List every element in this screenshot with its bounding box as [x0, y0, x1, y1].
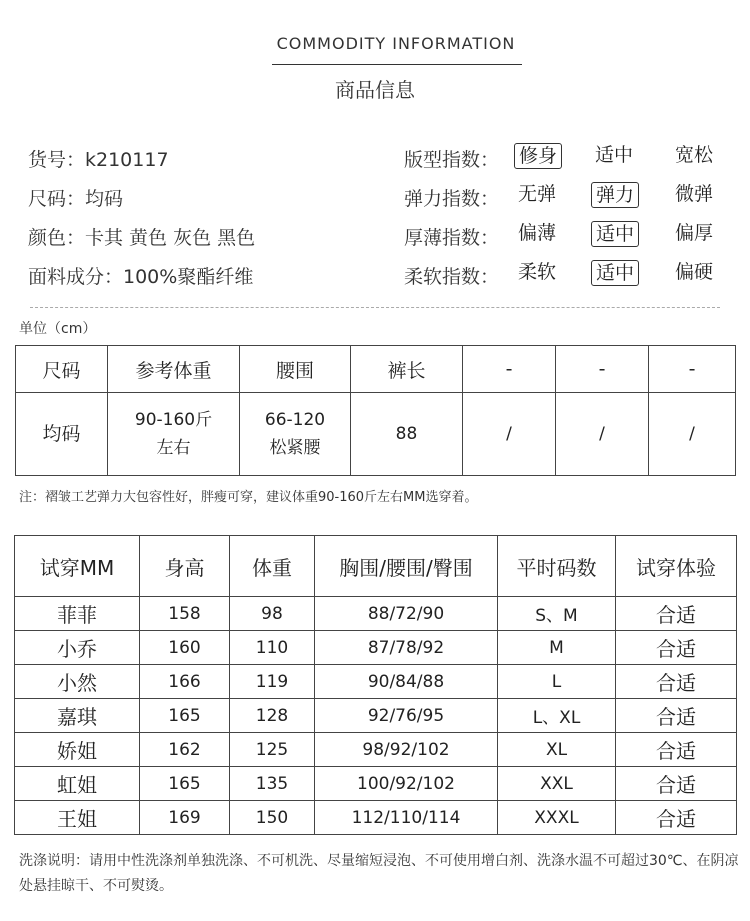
size-cell: 90-160斤 左右	[108, 393, 240, 476]
size-cell: /	[649, 393, 736, 476]
index-option-selected: 适中	[591, 260, 639, 286]
tryon-cell: 166	[140, 665, 230, 699]
tryon-header-cell: 身高	[140, 536, 230, 597]
tryon-header-cell: 试穿MM	[15, 536, 140, 597]
tryon-cell: 98	[230, 597, 315, 631]
index-option: 偏薄	[518, 222, 557, 244]
index-label: 版型指数：	[404, 149, 500, 171]
tryon-cell: 165	[140, 699, 230, 733]
size-cell: 均码	[16, 393, 108, 476]
tryon-cell: 合适	[616, 597, 737, 631]
section-divider	[30, 307, 720, 308]
tryon-cell: S、M	[498, 597, 616, 631]
unit-label: 单位（cm）	[19, 321, 97, 337]
tryon-cell: 100/92/102	[315, 767, 498, 801]
index-option: 偏厚	[675, 222, 714, 244]
tryon-cell: 112/110/114	[315, 801, 498, 835]
tryon-cell: 合适	[616, 733, 737, 767]
tryon-cell: 119	[230, 665, 315, 699]
tryon-cell: 王姐	[15, 801, 140, 835]
tryon-cell: 小乔	[15, 631, 140, 665]
tryon-cell: 110	[230, 631, 315, 665]
tryon-header-cell: 平时码数	[498, 536, 616, 597]
tryon-cell: 160	[140, 631, 230, 665]
tryon-cell: 90/84/88	[315, 665, 498, 699]
tryon-row	[15, 597, 737, 631]
tryon-header-row	[15, 536, 737, 597]
size-info: 尺码：均码	[28, 188, 124, 210]
size-table	[15, 345, 736, 476]
tryon-cell: 128	[230, 699, 315, 733]
title-cn: 商品信息	[335, 78, 415, 102]
tryon-row	[15, 801, 737, 835]
index-option: 适中	[595, 144, 634, 166]
tryon-cell: XL	[498, 733, 616, 767]
size-header-cell: -	[463, 346, 556, 393]
tryon-cell: 169	[140, 801, 230, 835]
size-cell: 66-120 松紧腰	[240, 393, 351, 476]
index-option: 无弹	[518, 183, 557, 205]
tryon-cell: 娇姐	[15, 733, 140, 767]
tryon-cell: 嘉琪	[15, 699, 140, 733]
tryon-cell: 合适	[616, 631, 737, 665]
size-cell: /	[463, 393, 556, 476]
size-cell: /	[556, 393, 649, 476]
tryon-cell: XXL	[498, 767, 616, 801]
color-info: 颜色：卡其 黄色 灰色 黑色	[28, 227, 256, 249]
tryon-table	[14, 535, 737, 835]
fabric-info: 面料成分：100%聚酯纤维	[28, 266, 254, 288]
tryon-cell: 165	[140, 767, 230, 801]
tryon-row	[15, 699, 737, 733]
tryon-cell: 菲菲	[15, 597, 140, 631]
index-option: 微弹	[675, 183, 714, 205]
fit-note: 注：褶皱工艺弹力大包容性好，胖瘦可穿，建议体重90-160斤左右MM选穿着。	[19, 490, 478, 505]
tryon-header-cell: 胸围/腰围/臀围	[315, 536, 498, 597]
tryon-cell: 88/72/90	[315, 597, 498, 631]
size-header-cell: -	[649, 346, 736, 393]
index-label: 厚薄指数：	[404, 227, 500, 249]
tryon-cell: 合适	[616, 665, 737, 699]
tryon-row	[15, 665, 737, 699]
tryon-cell: M	[498, 631, 616, 665]
tryon-cell: 150	[230, 801, 315, 835]
tryon-header-cell: 体重	[230, 536, 315, 597]
index-option: 宽松	[675, 144, 714, 166]
wash-instructions: 洗涤说明：请用中性洗涤剂单独洗涤、不可机洗、尽量缩短浸泡、不可使用增白剂、洗涤水温不可超过30℃、在阴凉处悬挂晾干、不可熨烫。	[19, 853, 739, 894]
index-option: 偏硬	[675, 261, 714, 283]
index-option: 柔软	[518, 261, 557, 283]
tryon-cell: 158	[140, 597, 230, 631]
size-table-header	[16, 346, 736, 393]
tryon-cell: 87/78/92	[315, 631, 498, 665]
tryon-cell: 合适	[616, 699, 737, 733]
tryon-cell: L、XL	[498, 699, 616, 733]
tryon-cell: 98/92/102	[315, 733, 498, 767]
tryon-cell: 合适	[616, 767, 737, 801]
tryon-row	[15, 767, 737, 801]
index-option-selected: 适中	[591, 221, 639, 247]
size-cell: 88	[351, 393, 463, 476]
title-en: COMMODITY INFORMATION	[276, 34, 516, 53]
tryon-row	[15, 733, 737, 767]
index-label: 弹力指数：	[404, 188, 500, 210]
tryon-cell: 162	[140, 733, 230, 767]
index-label: 柔软指数：	[404, 266, 500, 288]
tryon-cell: 92/76/95	[315, 699, 498, 733]
size-header-cell: 参考体重	[108, 346, 240, 393]
size-table-row	[16, 393, 736, 476]
item-number: 货号：k210117	[28, 149, 169, 171]
tryon-cell: 小然	[15, 665, 140, 699]
tryon-cell: 虹姐	[15, 767, 140, 801]
size-header-cell: -	[556, 346, 649, 393]
tryon-cell: 135	[230, 767, 315, 801]
index-option-selected: 弹力	[591, 182, 639, 208]
size-header-cell: 腰围	[240, 346, 351, 393]
tryon-cell: L	[498, 665, 616, 699]
tryon-cell: 125	[230, 733, 315, 767]
tryon-row	[15, 631, 737, 665]
size-header-cell: 裤长	[351, 346, 463, 393]
index-option-selected: 修身	[514, 143, 562, 169]
title-divider	[272, 64, 522, 65]
tryon-cell: XXXL	[498, 801, 616, 835]
tryon-header-cell: 试穿体验	[616, 536, 737, 597]
size-header-cell: 尺码	[16, 346, 108, 393]
tryon-cell: 合适	[616, 801, 737, 835]
